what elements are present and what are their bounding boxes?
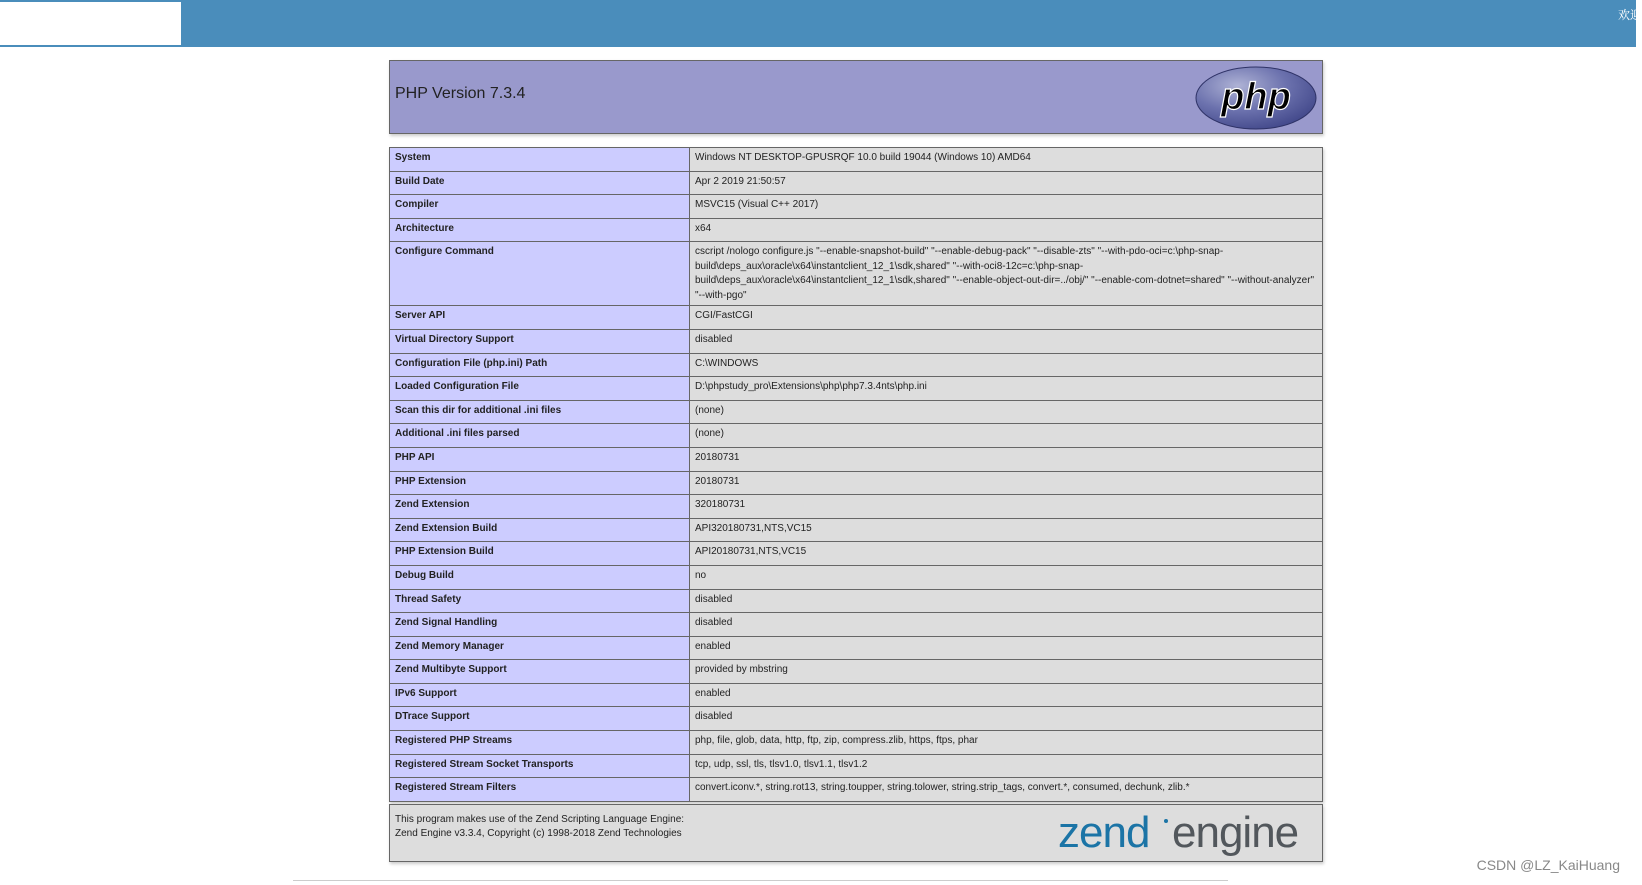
row-value: 20180731	[690, 447, 1323, 471]
row-label: Scan this dir for additional .ini files	[390, 400, 690, 424]
row-value: API320180731,NTS,VC15	[690, 518, 1323, 542]
top-right-welcome-text: 欢迎	[1618, 8, 1642, 22]
footer-line-2: Zend Engine v3.3.4, Copyright (c) 1998-2018 Zend Technologies	[395, 828, 682, 839]
row-value: API20180731,NTS,VC15	[690, 542, 1323, 566]
table-row	[390, 329, 1323, 353]
row-value: 20180731	[690, 471, 1323, 495]
row-label: Debug Build	[390, 565, 690, 589]
table-row	[390, 171, 1323, 195]
csdn-watermark: CSDN @LZ_KaiHuang	[1476, 857, 1620, 873]
row-label: System	[390, 148, 690, 172]
zend-engine-logo-icon	[1058, 807, 1318, 861]
table-row	[390, 565, 1323, 589]
row-value: Apr 2 2019 21:50:57	[690, 171, 1323, 195]
row-value: cscript /nologo configure.js "--enable-snapshot-build" "--enable-debug-pack" "--disable-zts" "--with-pdo-oci=c:\php-snap-build\deps_aux\oracle\x64\instantclient_12_1\sdk,shared" "--with-oci8-12c=c:\php-snap-build\deps_aux\oracle\x64\instantclient_12_1\sdk,shared" "--enable-object-out-dir=../obj/" "--enable-com-dotnet=shared" "--without-analyzer" "--with-pgo"	[690, 242, 1323, 306]
table-row	[390, 754, 1323, 778]
table-row	[390, 242, 1323, 306]
php-info-table	[389, 147, 1323, 802]
row-value: CGI/FastCGI	[690, 306, 1323, 330]
table-row	[390, 707, 1323, 731]
table-row	[390, 660, 1323, 684]
row-label: Thread Safety	[390, 589, 690, 613]
engine-logo-word: engine	[1172, 808, 1299, 857]
row-label: Zend Extension	[390, 495, 690, 519]
table-row	[390, 613, 1323, 637]
row-label: IPv6 Support	[390, 683, 690, 707]
row-label: Zend Extension Build	[390, 518, 690, 542]
zend-logo-word: zend	[1058, 808, 1150, 857]
row-label: Loaded Configuration File	[390, 377, 690, 401]
php-logo-text: php	[1221, 76, 1291, 118]
row-label: Configuration File (php.ini) Path	[390, 353, 690, 377]
table-row	[390, 218, 1323, 242]
row-value: D:\phpstudy_pro\Extensions\php\php7.3.4nts\php.ini	[690, 377, 1323, 401]
table-row	[390, 471, 1323, 495]
row-label: Virtual Directory Support	[390, 329, 690, 353]
row-value: C:\WINDOWS	[690, 353, 1323, 377]
row-value: disabled	[690, 329, 1323, 353]
php-logo-icon	[1194, 65, 1318, 131]
row-value: no	[690, 565, 1323, 589]
table-row	[390, 447, 1323, 471]
row-value: (none)	[690, 424, 1323, 448]
row-label: PHP Extension	[390, 471, 690, 495]
table-row	[390, 306, 1323, 330]
table-row	[390, 636, 1323, 660]
table-row	[390, 495, 1323, 519]
footer-line-1: This program makes use of the Zend Scripting Language Engine:	[395, 814, 685, 825]
row-label: Build Date	[390, 171, 690, 195]
row-label: Zend Memory Manager	[390, 636, 690, 660]
top-left-panel	[0, 2, 181, 45]
footer-text	[395, 813, 684, 841]
row-value: convert.iconv.*, string.rot13, string.toupper, string.tolower, string.strip_tags, convert.*, consumed, dechunk, zlib.*	[690, 778, 1323, 802]
table-row	[390, 589, 1323, 613]
row-label: Registered PHP Streams	[390, 731, 690, 755]
row-value: disabled	[690, 707, 1323, 731]
table-row	[390, 424, 1323, 448]
row-value: Windows NT DESKTOP-GPUSRQF 10.0 build 19044 (Windows 10) AMD64	[690, 148, 1323, 172]
row-label: Configure Command	[390, 242, 690, 306]
page-title: PHP Version 7.3.4	[395, 85, 526, 102]
browser-top-bar	[0, 0, 1642, 47]
row-value: disabled	[690, 589, 1323, 613]
row-value: 320180731	[690, 495, 1323, 519]
row-value: disabled	[690, 613, 1323, 637]
row-label: Registered Stream Filters	[390, 778, 690, 802]
row-value: (none)	[690, 400, 1323, 424]
row-label: Additional .ini files parsed	[390, 424, 690, 448]
row-value: tcp, udp, ssl, tls, tlsv1.0, tlsv1.1, tlsv1.2	[690, 754, 1323, 778]
table-row	[390, 683, 1323, 707]
row-value: enabled	[690, 636, 1323, 660]
row-label: DTrace Support	[390, 707, 690, 731]
row-label: PHP Extension Build	[390, 542, 690, 566]
row-label: Compiler	[390, 195, 690, 219]
zend-footer	[389, 804, 1323, 862]
table-row	[390, 195, 1323, 219]
php-version-header	[389, 60, 1323, 134]
row-value: enabled	[690, 683, 1323, 707]
row-value: MSVC15 (Visual C++ 2017)	[690, 195, 1323, 219]
table-row	[390, 731, 1323, 755]
table-row	[390, 542, 1323, 566]
row-label: Zend Signal Handling	[390, 613, 690, 637]
table-row	[390, 400, 1323, 424]
bottom-divider	[293, 880, 1228, 881]
row-value: provided by mbstring	[690, 660, 1323, 684]
table-row	[390, 778, 1323, 802]
row-value: php, file, glob, data, http, ftp, zip, compress.zlib, https, ftps, phar	[690, 731, 1323, 755]
row-value: x64	[690, 218, 1323, 242]
row-label: Zend Multibyte Support	[390, 660, 690, 684]
row-label: Architecture	[390, 218, 690, 242]
table-row	[390, 518, 1323, 542]
table-row	[390, 148, 1323, 172]
row-label: Server API	[390, 306, 690, 330]
row-label: PHP API	[390, 447, 690, 471]
row-label: Registered Stream Socket Transports	[390, 754, 690, 778]
table-row	[390, 377, 1323, 401]
table-row	[390, 353, 1323, 377]
